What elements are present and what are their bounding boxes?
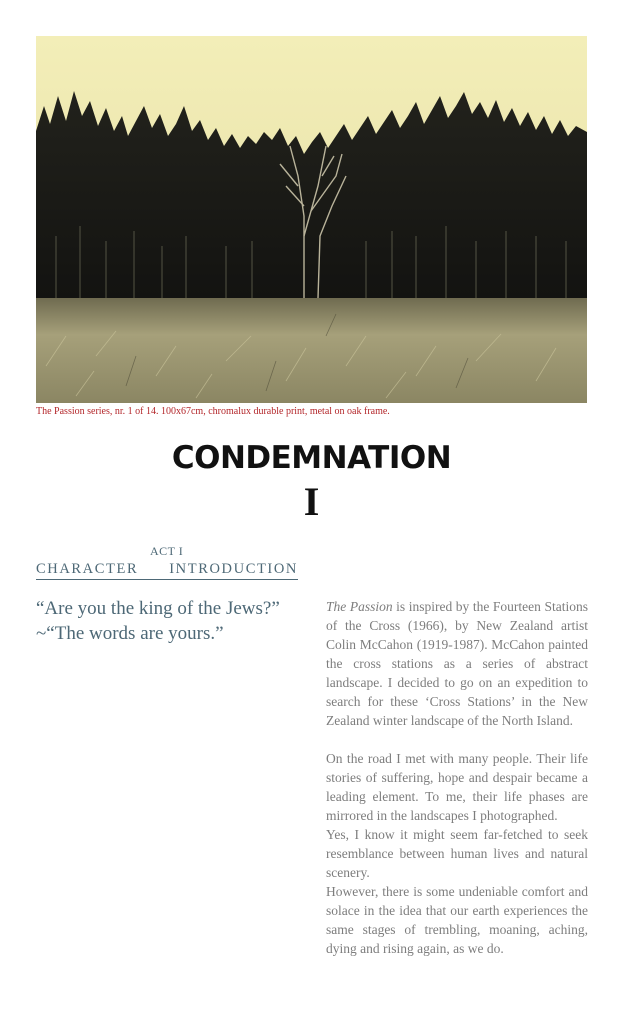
section-heading-word-1: CHARACTER [36, 561, 139, 577]
act-label: ACT I [150, 544, 184, 558]
station-numeral: I [303, 479, 320, 524]
quote-line-1: “Are you the king of the Jews?” [36, 598, 280, 619]
photo-caption: The Passion series, nr. 1 of 14. 100x67cm, chromalux durable print, metal on oak frame. [36, 406, 390, 417]
forest-landscape-image [36, 36, 587, 403]
section-heading-word-2: INTRODUCTION [169, 561, 298, 577]
paragraph-1 [326, 597, 588, 730]
paragraph-3: Yes, I know it might seem far-fetched to seek resemblance between human lives and natural scenery. [326, 827, 588, 880]
paragraph-1-text: is inspired by the Fourteen Stations of the Cross (1966), by New Zealand artist Colin McCahon (1919-1987). McCahon painted the cross stations as a series of abstract landscape. I decided to go on an expedition to search for these ‘Cross Stations’ in the New Zealand winter landscape of the North Island. [326, 599, 588, 728]
landscape-photo [36, 36, 587, 403]
paragraph-2: On the road I met with many people. Their life stories of suffering, hope and despair became a leading element. To me, their life phases are mirrored in the landscapes I photographed. [326, 751, 588, 823]
pull-quote [36, 596, 316, 646]
body-text [326, 597, 588, 958]
section-heading [36, 561, 298, 580]
quote-line-2: ~“The words are yours.” [36, 623, 224, 644]
paragraph-4: However, there is some undeniable comfort and solace in the idea that our earth experiences the same stages of trembling, moaning, aching, dying and rising again, as we do. [326, 884, 588, 956]
page-title: CONDEMNATION [171, 440, 452, 476]
series-title: The Passion [326, 599, 393, 614]
